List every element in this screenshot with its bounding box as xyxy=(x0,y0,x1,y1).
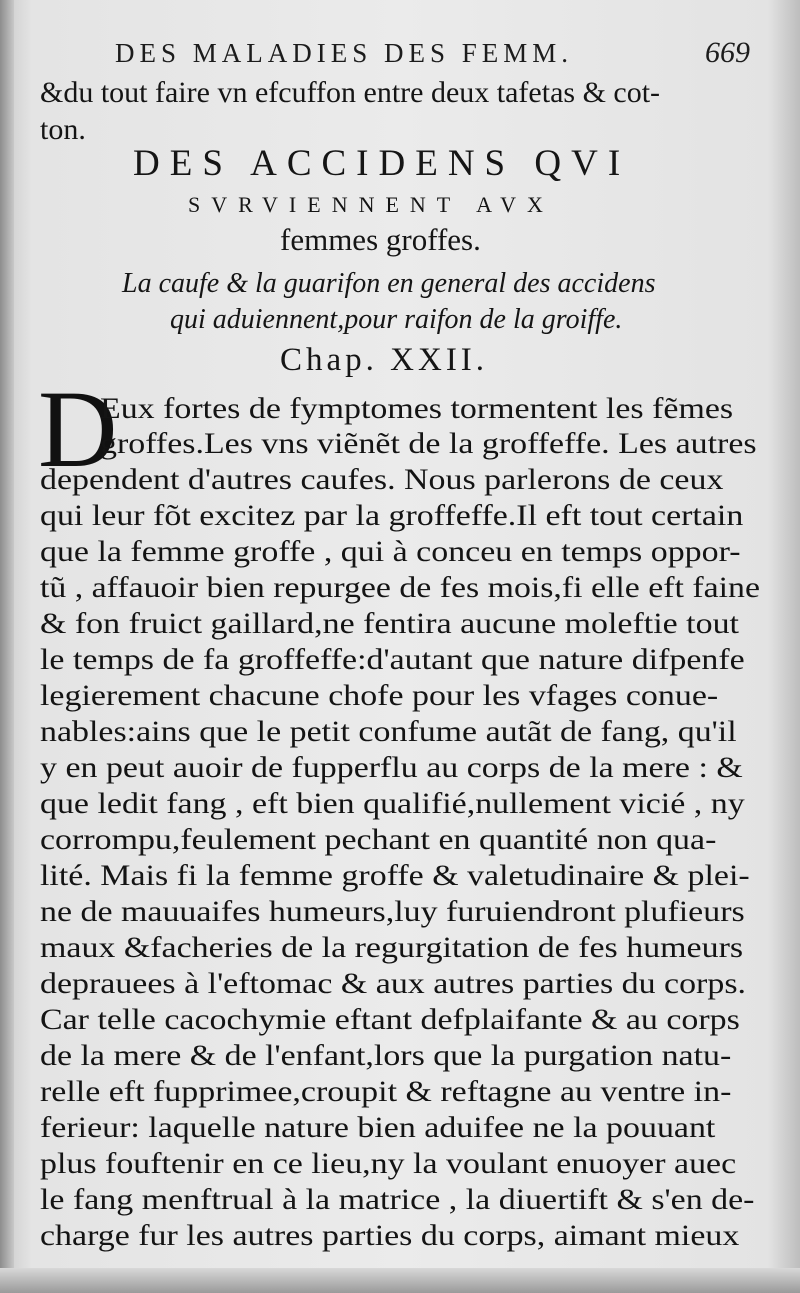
body-line: legierement chacune chofe pour les vfages conue- xyxy=(40,680,719,712)
body-line: que ledit fang , eft bien qualifié,nullement vicié , ny xyxy=(40,788,745,820)
body-line: nables:ains que le petit confume autãt de fang, qu'il xyxy=(40,716,737,748)
section-title-line-2: SVRVIENNENT AVX xyxy=(188,192,554,217)
page-bottom-edge xyxy=(0,1268,800,1293)
body-line: plus fouftenir en ce lieu,ny la voulant enuoyer auec xyxy=(40,1148,737,1180)
section-title-line-3: femmes groffes. xyxy=(280,222,481,257)
body-line: le temps de fa groffeffe:d'autant que nature difpenfe xyxy=(40,644,745,676)
body-line: y en peut auoir de fupperflu au corps de la mere : & xyxy=(40,752,743,784)
subtitle-line-2: qui aduiennent,pour raifon de la groiffe. xyxy=(170,304,623,335)
section-title: DES ACCIDENS QVI xyxy=(133,143,631,184)
body-line: dependent d'autres caufes. Nous parlerons de ceux xyxy=(40,464,724,496)
body-line: & fon fruict gaillard,ne fentira aucune moleftie tout xyxy=(40,608,739,640)
running-head: DES MALADIES DES FEMM. xyxy=(115,38,574,68)
body-line: lité. Mais fi la femme groffe & valetudinaire & plei- xyxy=(40,860,750,892)
body-line: charge fur les autres parties du corps, aimant mieux xyxy=(40,1220,740,1252)
body-line: groffes.Les vns viẽnẽt de la groffeffe. Les autres xyxy=(100,428,757,460)
body-line: maux &facheries de la regurgitation de fes humeurs xyxy=(40,932,744,964)
body-line: deprauees à l'eftomac & aux autres parties du corps. xyxy=(40,968,747,1000)
chapter-number: Chap. XXII. xyxy=(280,342,489,378)
body-line: de la mere & de l'enfant,lors que la purgation natu- xyxy=(40,1040,732,1072)
body-line: ne de mauuaifes humeurs,luy furuiendront plufieurs xyxy=(40,896,745,928)
body-line: relle eft fupprimee,croupit & reftagne au ventre in- xyxy=(40,1076,732,1108)
previous-section-line: ton. xyxy=(40,113,86,146)
body-line: Car telle cacochymie eftant defplaifante & au corps xyxy=(40,1004,740,1036)
body-line: ferieur: laquelle nature bien aduifee ne la pouuant xyxy=(40,1112,716,1144)
body-line: que la femme groffe , qui à conceu en temps oppor- xyxy=(40,536,741,568)
page-number: 669 xyxy=(705,36,750,69)
body-line: corrompu,feulement pechant en quantité non qua- xyxy=(40,824,717,856)
body-line: qui leur fõt excitez par la groffeffe.Il eft tout certain xyxy=(40,500,744,532)
previous-section-line: &du tout faire vn efcuffon entre deux tafetas & cot- xyxy=(40,76,661,109)
body-line: Eux fortes de fymptomes tormentent les fẽmes xyxy=(100,393,734,425)
page-gutter-shadow xyxy=(0,0,14,1293)
subtitle-line-1: La caufe & la guarifon en general des accidens xyxy=(122,268,656,299)
body-line: tũ , affauoir bien repurgee de fes mois,fi elle eft faine xyxy=(40,572,760,604)
body-line: le fang menftrual à la matrice , la diuertift & s'en de- xyxy=(40,1184,755,1216)
drop-cap: D xyxy=(38,368,118,490)
